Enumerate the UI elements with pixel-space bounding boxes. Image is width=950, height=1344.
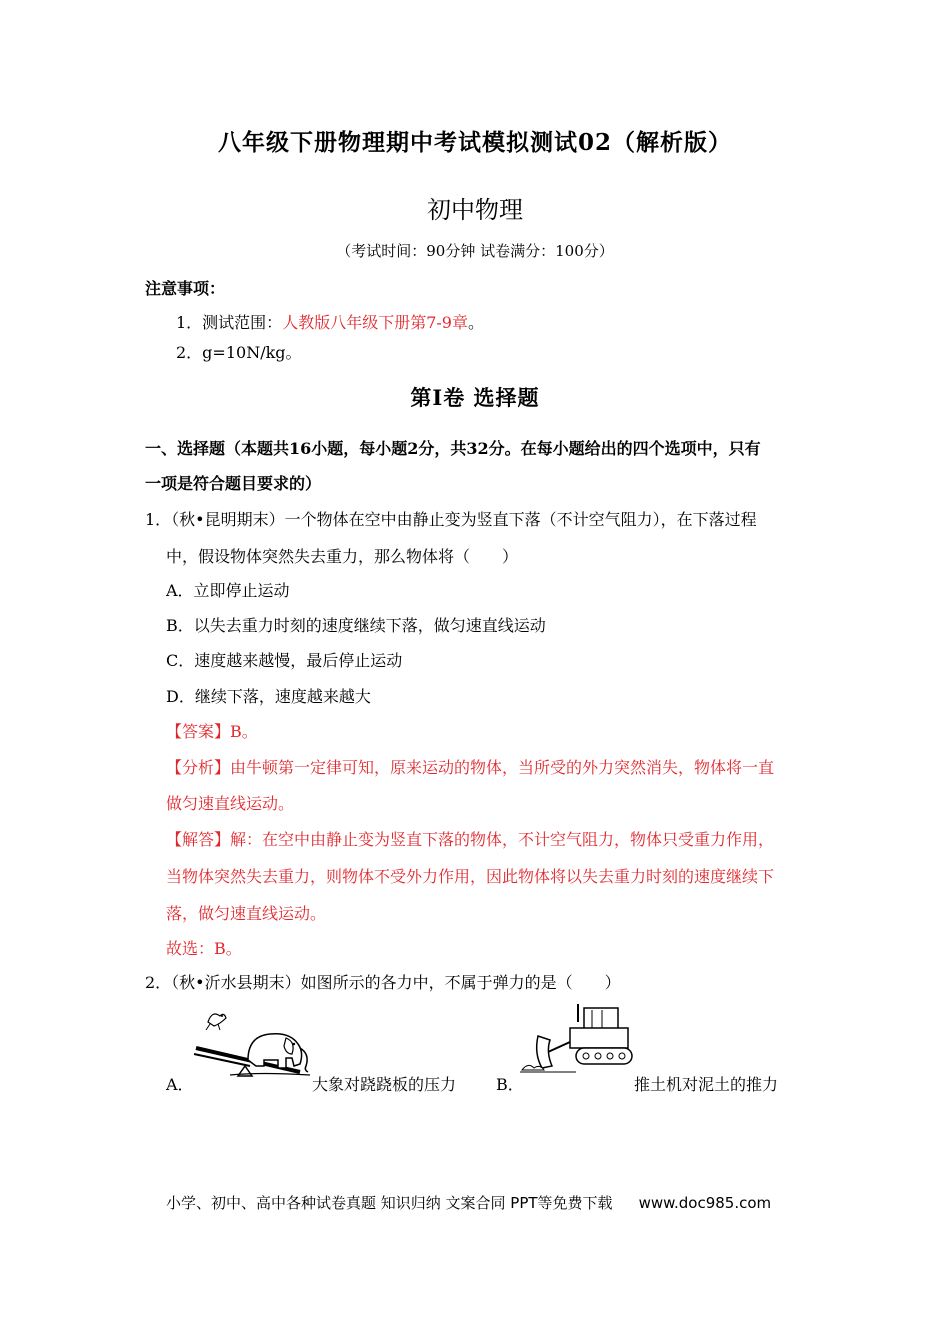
notes-heading: 注意事项： bbox=[145, 279, 226, 298]
q1-answer: 【答案】B。 bbox=[166, 722, 258, 741]
part-heading-line-1: 一、选择题（本题共16小题，每小题2分，共32分。在每小题给出的四个选项中，只有 bbox=[145, 439, 761, 458]
note-item-1 bbox=[176, 310, 484, 333]
note-item-1-suffix: 。 bbox=[467, 313, 484, 332]
elephant-seesaw-image bbox=[190, 1008, 315, 1078]
document-title: 八年级下册物理期中考试模拟测试02（解析版） bbox=[217, 129, 732, 156]
q2-option-a-letter: A． bbox=[166, 1075, 194, 1094]
q1-solution-line-3: 落，做匀速直线运动。 bbox=[166, 904, 327, 923]
q1-conclusion: 故选：B。 bbox=[166, 939, 242, 958]
footer-url[interactable]: www.doc985.com bbox=[638, 1194, 772, 1212]
q1-option-c: C．速度越来越慢，最后停止运动 bbox=[166, 651, 403, 670]
q2-stem: 2．（秋•沂水县期末）如图所示的各力中，不属于弹力的是（ ） bbox=[145, 973, 621, 992]
q1-solution-line-1: 【解答】解：在空中由静止变为竖直下落的物体，不计空气阻力，物体只受重力作用， bbox=[166, 830, 775, 849]
q1-stem-line-2: 中，假设物体突然失去重力，那么物体将（ ） bbox=[166, 547, 519, 566]
q1-stem-line-1: 1．（秋•昆明期末）一个物体在空中由静止变为竖直下落（不计空气阻力），在下落过程 bbox=[145, 510, 757, 529]
q1-option-a: A．立即停止运动 bbox=[166, 581, 290, 600]
part-heading-line-2: 一项是符合题目要求的） bbox=[145, 474, 322, 493]
q2-option-b-letter: B． bbox=[496, 1075, 524, 1094]
q1-option-d: D．继续下落，速度越来越大 bbox=[166, 687, 371, 706]
note-item-1-scope: 人教版八年级下册第7-9章 bbox=[282, 313, 468, 332]
note-item-1-prefix: 1．测试范围： bbox=[176, 313, 283, 332]
q1-option-b: B．以失去重力时刻的速度继续下落，做匀速直线运动 bbox=[166, 616, 546, 635]
footer-text: 小学、初中、高中各种试卷真题 知识归纳 文案合同 PPT等免费下载 bbox=[166, 1194, 613, 1212]
section-title: 第Ⅰ卷 选择题 bbox=[410, 385, 540, 410]
q1-analysis-line-2: 做匀速直线运动。 bbox=[166, 794, 295, 813]
note-item-2: 2．g=10N/kg。 bbox=[176, 343, 302, 362]
footer bbox=[166, 1192, 771, 1213]
bulldozer-image bbox=[520, 1000, 635, 1080]
q2-option-a-text: 大象对跷跷板的压力 bbox=[312, 1075, 457, 1094]
exam-info: （考试时间：90分钟 试卷满分：100分） bbox=[336, 242, 614, 260]
q1-analysis-line-1: 【分析】由牛顿第一定律可知，原来运动的物体，当所受的外力突然消失，物体将一直 bbox=[166, 758, 775, 777]
q2-option-b-text: 推土机对泥土的推力 bbox=[634, 1075, 779, 1094]
document-subtitle: 初中物理 bbox=[427, 196, 523, 224]
q1-solution-line-2: 当物体突然失去重力，则物体不受外力作用，因此物体将以失去重力时刻的速度继续下 bbox=[166, 867, 775, 886]
